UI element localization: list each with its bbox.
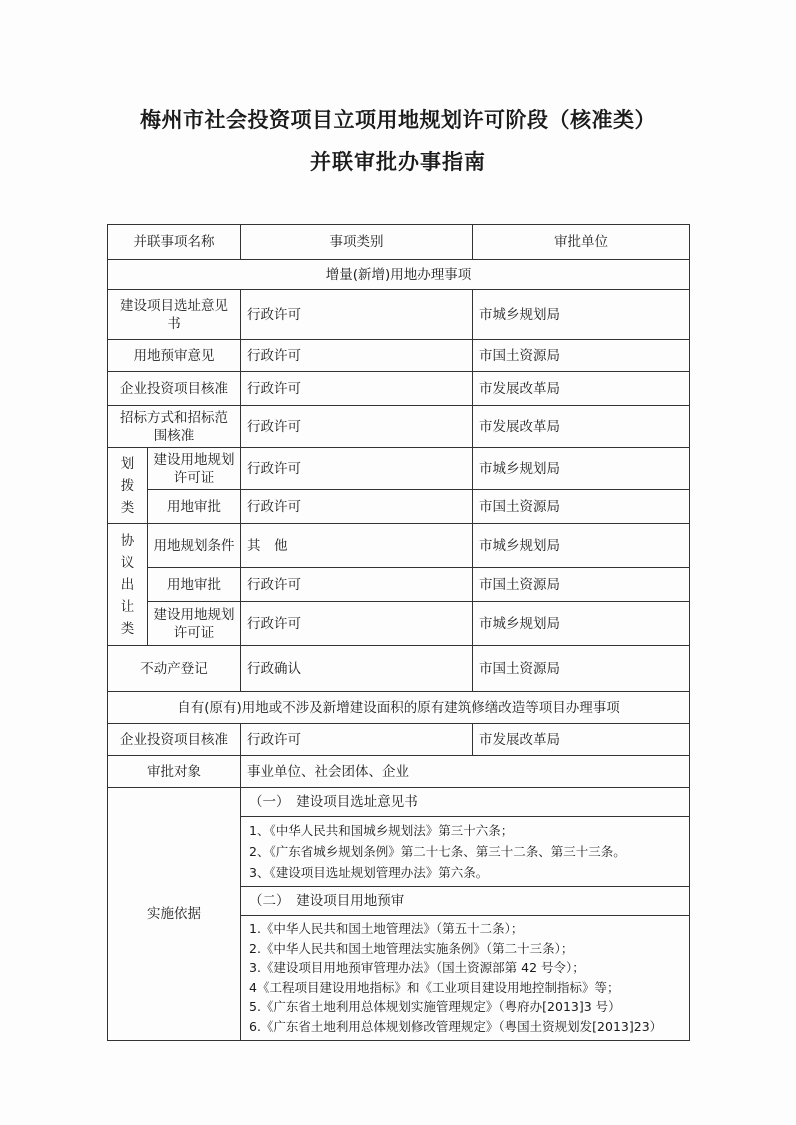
table-row: [108, 290, 690, 340]
item-unit: 市发展改革局: [473, 372, 690, 406]
list-item: 5.《广东省土地利用总体规划实施管理规定》（粤府办[2013]3 号）: [249, 999, 621, 1014]
header-unit: 审批单位: [473, 225, 690, 260]
item-unit: 市发展改革局: [473, 724, 690, 756]
item-unit: 市发展改革局: [473, 406, 690, 448]
item-unit: 市国土资源局: [473, 340, 690, 372]
table-row: [108, 372, 690, 406]
table-row: [108, 646, 690, 692]
group-label-huabo: 划 拨 类: [108, 448, 148, 524]
section-row: [108, 692, 690, 724]
item-name: 用地审批: [148, 568, 241, 602]
item-unit: 市国土资源局: [473, 490, 690, 524]
item-name: 建设用地规划许可证: [148, 602, 241, 646]
item-name: 用地预审意见: [108, 340, 241, 372]
item-type: 行政许可: [241, 724, 473, 756]
document-subtitle: 并联审批办事指南: [310, 150, 486, 174]
group-label-xieyi: 协 议 出 让 类: [108, 524, 148, 646]
item-type: 行政许可: [241, 372, 473, 406]
item-unit: 市城乡规划局: [473, 290, 690, 340]
item-type: 行政许可: [241, 490, 473, 524]
basis-part1: [241, 788, 689, 887]
item-name: 用地规划条件: [148, 524, 241, 568]
section-row: [108, 260, 690, 290]
item-name: 建设项目选址意见书: [108, 290, 241, 340]
list-item: 3.《建设项目用地预审管理办法》（国土资源部第 42 号令）；: [249, 960, 585, 975]
item-unit: 市城乡规划局: [473, 448, 690, 490]
basis-part2: [241, 887, 689, 1039]
item-type: 行政许可: [241, 290, 473, 340]
list-item: 3、《建设项目选址规划管理办法》第六条。: [249, 865, 489, 880]
table-row: [108, 568, 690, 602]
section1-title: 增量(新增)用地办理事项: [108, 260, 690, 290]
item-name: 企业投资项目核准: [108, 372, 241, 406]
table-header-row: [108, 225, 690, 260]
table-row: [108, 406, 690, 448]
list-item: 1.《中华人民共和国土地管理法》（第五十二条）；: [249, 921, 524, 936]
list-item: 2.《中华人民共和国土地管理法实施条例》（第二十三条）；: [249, 940, 574, 956]
item-type: 行政确认: [241, 646, 473, 692]
item-type: 行政许可: [241, 602, 473, 646]
target-label: 审批对象: [108, 756, 241, 788]
item-unit: 市国土资源局: [473, 568, 690, 602]
basis-label: 实施依据: [108, 788, 241, 1041]
table-row: [108, 724, 690, 756]
table-row: [108, 602, 690, 646]
target-value: 事业单位、社会团体、企业: [241, 756, 690, 788]
item-type: 其 他: [241, 524, 473, 568]
item-unit: 市国土资源局: [473, 646, 690, 692]
item-name: 建设用地规划许可证: [148, 448, 241, 490]
table-row: [108, 756, 690, 788]
item-name: 企业投资项目核准: [108, 724, 241, 756]
header-name: 并联事项名称: [108, 225, 241, 260]
table-row: [108, 448, 690, 490]
header-type: 事项类别: [241, 225, 473, 260]
table-row: [108, 340, 690, 372]
item-name: 不动产登记: [108, 646, 241, 692]
list-item: 1、《中华人民共和国城乡规划法》第三十六条；: [249, 823, 514, 838]
basis-part1-heading: （一） 建设项目选址意见书: [241, 788, 689, 817]
item-name: 用地审批: [148, 490, 241, 524]
table-row: [108, 524, 690, 568]
item-type: 行政许可: [241, 568, 473, 602]
list-item: 2、《广东省城乡规划条例》第二十七条、第三十二条、第三十三条。: [249, 844, 626, 859]
basis-part2-list: [241, 916, 689, 1039]
guide-table: [107, 224, 690, 1041]
table-row: [108, 490, 690, 524]
list-item: 6.《广东省土地利用总体规划修改管理规定》（粤国土资规划发[2013]23）: [249, 1018, 663, 1034]
basis-row: [108, 788, 690, 1041]
list-item: 4《工程项目建设用地指标》和《工业项目建设用地控制指标》等；: [249, 979, 620, 995]
item-type: 行政许可: [241, 340, 473, 372]
document-title: 梅州市社会投资项目立项用地规划许可阶段（核准类）: [140, 108, 656, 132]
basis-part2-heading: （二） 建设项目用地预审: [241, 887, 689, 916]
section2-title: 自有(原有)用地或不涉及新增建设面积的原有建筑修缮改造等项目办理事项: [108, 692, 690, 724]
item-unit: 市城乡规划局: [473, 524, 690, 568]
basis-content: [241, 788, 690, 1041]
item-type: 行政许可: [241, 406, 473, 448]
item-name: 招标方式和招标范围核准: [108, 406, 241, 448]
item-type: 行政许可: [241, 448, 473, 490]
item-unit: 市城乡规划局: [473, 602, 690, 646]
basis-part1-list: [241, 817, 689, 886]
